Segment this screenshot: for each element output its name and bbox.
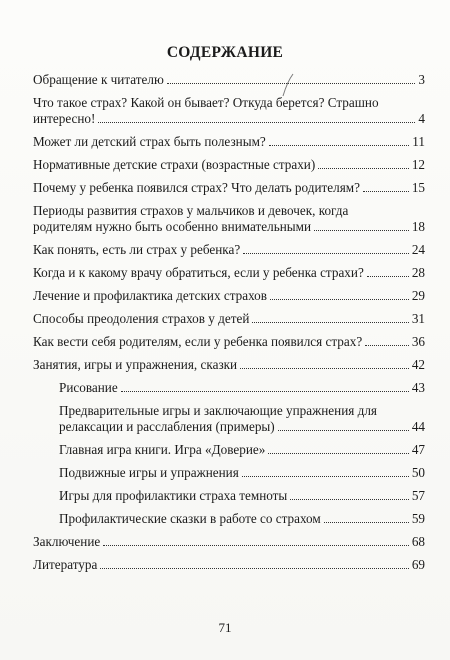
toc-entry: [33, 203, 425, 235]
toc-entry-label: Когда и к какому врачу обратиться, если у ребенка страхи?: [33, 265, 364, 280]
dot-leader: [100, 568, 408, 569]
toc-entry-label: Рисование: [59, 380, 118, 395]
dot-leader: [314, 230, 409, 231]
toc-entry-last-line: [33, 311, 425, 327]
toc-entry: [33, 465, 425, 481]
toc-entry-page-number: 43: [411, 380, 425, 395]
toc-entry-line: Что такое страх? Какой он бывает? Откуда берется? Страшно: [33, 95, 379, 110]
toc-entry-page-number: 12: [411, 157, 425, 172]
toc-entry-last-line: [33, 134, 425, 150]
toc-entry: [33, 157, 425, 173]
toc-entry-last-line: [33, 288, 425, 304]
toc-entry-last-line: [33, 180, 425, 196]
toc-entry-label: релаксации и расслабления (примеры): [59, 419, 275, 434]
toc-entry-label: Обращение к читателю: [33, 72, 164, 87]
dot-leader: [103, 545, 409, 546]
toc-entry-page-number: 15: [411, 180, 425, 195]
toc-entry: [33, 380, 425, 396]
toc-entry-page-number: 44: [411, 419, 425, 434]
toc-entry: [33, 242, 425, 258]
toc-entry: [33, 557, 425, 573]
dot-leader: [252, 322, 408, 323]
toc-entry-page-number: 29: [411, 288, 425, 303]
toc-entry-last-line: [33, 157, 425, 173]
table-of-contents: [33, 72, 425, 580]
toc-entry-page-number: 31: [411, 311, 425, 326]
dot-leader: [290, 499, 409, 500]
toc-entry-page-number: 4: [418, 111, 425, 126]
toc-entry-last-line: [33, 219, 425, 235]
toc-entry-label: Литература: [33, 557, 98, 572]
toc-entry-last-line: [59, 442, 425, 458]
toc-entry-page-number: 3: [418, 72, 425, 87]
toc-entry-page-number: 69: [411, 557, 425, 572]
toc-entry: [33, 72, 425, 88]
dot-leader: [363, 191, 409, 192]
dot-leader: [367, 276, 409, 277]
dot-leader: [242, 476, 409, 477]
toc-entry-page-number: 18: [411, 219, 425, 234]
page-number: 71: [218, 620, 232, 635]
toc-entry: [33, 265, 425, 281]
toc-entry-last-line: [33, 334, 425, 350]
toc-entry: [33, 288, 425, 304]
toc-entry-page-number: 36: [411, 334, 425, 349]
toc-entry: [33, 534, 425, 550]
toc-entry: [33, 442, 425, 458]
toc-entry-page-number: 68: [411, 534, 425, 549]
toc-entry-last-line: [59, 511, 425, 527]
dot-leader: [270, 299, 409, 300]
toc-entry: [33, 403, 425, 435]
toc-entry-last-line: [33, 265, 425, 281]
dot-leader: [324, 522, 409, 523]
toc-entry-page-number: 47: [411, 442, 425, 457]
dot-leader: [365, 345, 409, 346]
toc-entry-page-number: 50: [411, 465, 425, 480]
toc-entry: [33, 511, 425, 527]
toc-entry-label: Игры для профилактики страха темноты: [59, 488, 288, 503]
toc-entry-page-number: 59: [411, 511, 425, 526]
toc-entry-label: Почему у ребенка появился страх? Что делать родителям?: [33, 180, 360, 195]
dot-leader: [240, 368, 409, 369]
toc-entry: [33, 134, 425, 150]
toc-entry-last-line: [33, 557, 425, 573]
dot-leader: [278, 430, 409, 431]
toc-entry-label: интересно!: [33, 111, 96, 126]
toc-entry-label: Занятия, игры и упражнения, сказки: [33, 357, 238, 372]
toc-entry-label: Лечение и профилактика детских страхов: [33, 288, 268, 303]
toc-entry-last-line: [33, 357, 425, 373]
toc-entry-label: Главная игра книги. Игра «Доверие»: [59, 442, 266, 457]
pencil-mark: [281, 72, 295, 98]
toc-entry-line: Предварительные игры и заключающие упражнения для: [59, 403, 377, 418]
dot-leader: [318, 168, 409, 169]
toc-entry-label: Может ли детский страх быть полезным?: [33, 134, 266, 149]
dot-leader: [243, 253, 409, 254]
toc-entry: [33, 180, 425, 196]
toc-entry-last-line: [59, 465, 425, 481]
toc-entry-label: Заключение: [33, 534, 101, 549]
toc-entry-label: Как понять, есть ли страх у ребенка?: [33, 242, 241, 257]
toc-entry-last-line: [59, 380, 425, 396]
toc-entry-label: Профилактические сказки в работе со страхом: [59, 511, 321, 526]
toc-entry: [33, 311, 425, 327]
toc-entry-last-line: [33, 242, 425, 258]
toc-entry-label: Как вести себя родителям, если у ребенка появился страх?: [33, 334, 363, 349]
toc-entry-label: Подвижные игры и упражнения: [59, 465, 239, 480]
toc-entry: [33, 334, 425, 350]
dot-leader: [268, 453, 408, 454]
toc-entry-page-number: 24: [411, 242, 425, 257]
toc-entry-line: Периоды развития страхов у мальчиков и девочек, когда: [33, 203, 349, 218]
toc-entry-last-line: [33, 111, 425, 127]
toc-entry: [33, 357, 425, 373]
toc-entry-label: родителям нужно быть особенно внимательными: [33, 219, 312, 234]
toc-entry-page-number: 28: [411, 265, 425, 280]
toc-entry-page-number: 42: [411, 357, 425, 372]
toc-entry-last-line: [33, 72, 425, 88]
toc-entry-last-line: [59, 419, 425, 435]
toc-entry: [33, 488, 425, 504]
toc-entry-page-number: 11: [412, 134, 425, 149]
dot-leader: [98, 122, 415, 123]
toc-entry-page-number: 57: [411, 488, 425, 503]
page-title: СОДЕРЖАНИЕ: [166, 44, 284, 61]
toc-entry-last-line: [59, 488, 425, 504]
toc-entry-label: Способы преодоления страхов у детей: [33, 311, 250, 326]
toc-entry-last-line: [33, 534, 425, 550]
dot-leader: [269, 145, 410, 146]
dot-leader: [121, 391, 409, 392]
toc-entry: [33, 95, 425, 127]
toc-entry-label: Нормативные детские страхи (возрастные страхи): [33, 157, 316, 172]
